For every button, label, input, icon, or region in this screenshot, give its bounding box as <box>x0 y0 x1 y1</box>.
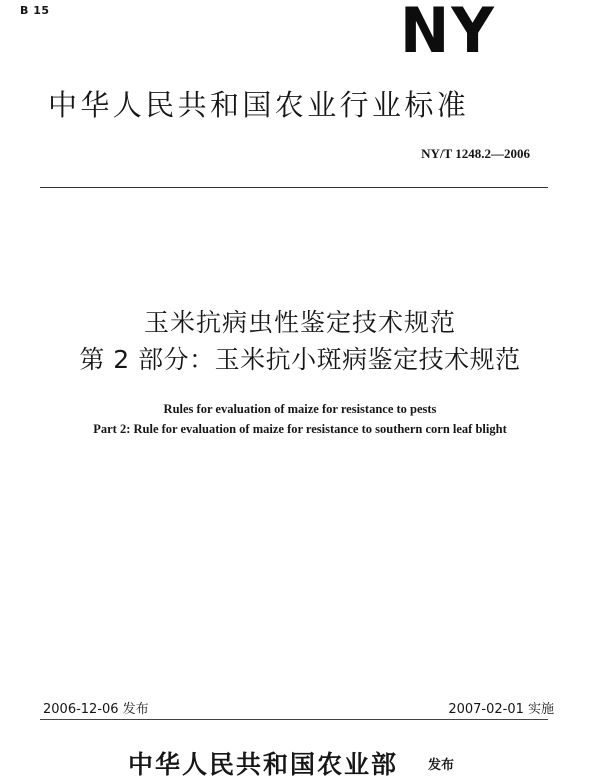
classification-code: B 15 <box>20 4 50 17</box>
english-title-line-1: Rules for evaluation of maize for resistance to pests <box>163 402 437 416</box>
issue-date: 2006-12-06 发布 <box>43 702 149 717</box>
english-title-line-2: Part 2: Rule for evaluation of maize for resistance to southern corn leaf blight <box>93 422 507 436</box>
chinese-title-line-2: 第 2 部分：玉米抗小斑病鉴定技术规范 <box>79 345 521 374</box>
effective-date: 2007-02-01 实施 <box>448 702 554 717</box>
publisher-name: 中华人民共和国农业部 <box>128 750 399 779</box>
footer-divider <box>40 719 548 720</box>
standard-number: NY/T 1248.2—2006 <box>421 146 530 161</box>
publisher-suffix: 发布 <box>428 758 455 773</box>
ny-logo: NY <box>400 0 496 67</box>
header-divider <box>40 187 548 188</box>
chinese-title-line-1: 玉米抗病虫性鉴定技术规范 <box>143 308 456 337</box>
standard-type-heading: 中华人民共和国农业行业标准 <box>48 88 470 122</box>
